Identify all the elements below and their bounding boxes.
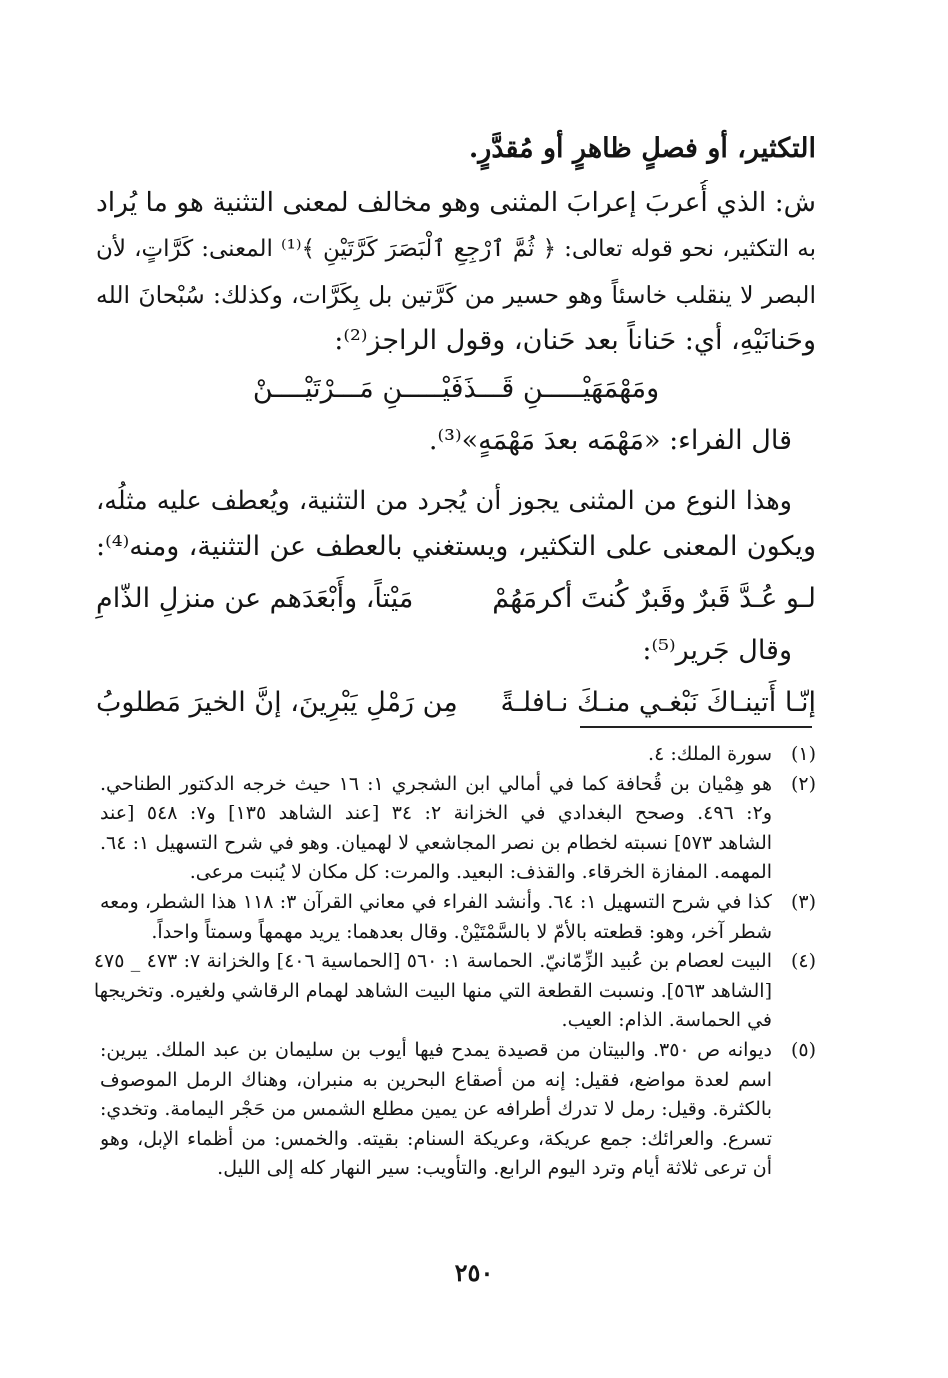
footnote-line: ديوانه ص ٣٥٠. والبيتان من قصيدة يمدح فيها أيوب بن سليمان بن عبد الملك. يبرين: <box>100 1038 772 1061</box>
second-hemistich: مِن رَمْلِ يَبْرِينَ، إنَّ الخيرَ مَطلوبُ <box>96 687 458 718</box>
footnote-line: تسرع. والعرائك: جمع عريكة، وعريكة السنام: بقيته. والخمس: من أظماء الإبل، وهو <box>100 1127 772 1150</box>
footnote-4 <box>93 947 816 1036</box>
footnote-line: في الحماسة. الذام: العيب. <box>561 1009 772 1032</box>
footnote-body <box>100 770 772 888</box>
second-hemistich: مَيْتاً، وأَبْعَدَهم عن منزلِ الذّامِ <box>96 583 414 614</box>
footnote-line: البيت لعصام بن عُبيد الزِّمّانيّ. الحماسة ١: ٥٦٠ [الحماسية ٤٠٦] والخزانة ٧: ٤٧٣ _ ٤٧٥ <box>93 950 772 973</box>
text-line: البصر لا ينقلب خاسئاً وهو حسير من كَرَّتين بل بِكَرَّات، وكذلك: سُبْحانَ الله <box>96 281 816 309</box>
footnote-body <box>100 888 772 947</box>
footnote-2 <box>100 770 816 888</box>
paragraph-explanation <box>96 180 816 364</box>
page-number: ٢٥٠ <box>454 1258 494 1287</box>
section-heading: التكثير، أو فصلٍ ظاهرٍ أو مُقدَّرٍ. <box>468 133 816 164</box>
text-line: ش: الذي أُعربَ إعرابَ المثنى وهو مخالف لمعنى التثنية هو ما يُراد <box>96 187 816 218</box>
footnote-5 <box>100 1036 816 1184</box>
text-line: به التكثير، نحو قوله تعالى: ﴿ ثُمَّ ٱرْجِعِ ٱلْبَصَرَ كَرَّتَيْنِ ﴾⁽¹⁾ المعنى: كَرَّاتٍ، لأن <box>96 236 816 262</box>
text-line: ويكون المعنى على التكثير، ويستغني بالعطف عن التثنية، ومنه⁽⁴⁾: <box>96 531 816 562</box>
footnote-body <box>94 947 772 1036</box>
rajaz-verse: ومَهْمَهَيْـــــنِ قَـــذَفَيْـــــنِ مَـــرْتَيْــــنْ <box>252 373 660 404</box>
text-line: وحَنانَيْهِ، أي: حَناناً بعد حَنان، وقول الراجز⁽²⁾: <box>334 325 816 356</box>
footnote-body <box>100 1036 772 1184</box>
footnote-line: [الشاهد ٥٦٣]. ونسبت القطعة التي منها البيت الشاهد لهمام الرقاشي ولغيره. وتخريجها <box>93 979 772 1002</box>
text-line: وهذا النوع من المثنى يجوز أن يُجرد من التثنية، ويُعطف عليه مثلُه، <box>96 486 792 516</box>
footnote-body <box>100 740 772 770</box>
poem-couplet-1 <box>96 576 816 622</box>
footnote-line: سورة الملك: ٤. <box>648 743 772 765</box>
footnote-line: الشاهد ٥٧٣] نسبته لخطام بن نصر المجاشعي لا لهميان. وهو في شرح التسهيل ١: ٦٤. <box>100 831 772 854</box>
paragraph-dual-type <box>96 478 816 570</box>
footnote-line: شطر آخر، وهو: قطعته بالأمّ لا بالسَّمْتَيْنْ. وقال بعدهما: يريد مهمهاً وسمتاً واحداً. <box>151 920 772 943</box>
footnote-line: المهمه. المفازة الخرقاء. والقذف: البعيد. والمرت: كل مكان لا يُنبت مرعى. <box>189 861 772 884</box>
first-hemistich: لـو عُـدَّ قَبرٌ وقَبرٌ كُنتَ أكرمَهُمْ <box>492 583 816 614</box>
jarir-intro: وقال جَرير⁽⁵⁾: <box>642 635 792 666</box>
main-text <box>96 126 816 732</box>
footnote-number: (٢) <box>790 772 816 795</box>
footnote-1 <box>100 740 816 770</box>
footnote-number: (٤) <box>790 950 816 973</box>
footnote-line: أن ترعى ثلاثة أيام وترد اليوم الرابع. والتأويب: سير النهار كله إلى الليل. <box>217 1157 772 1180</box>
farra-quote: قال الفراء: «مَهْمَه بعدَ مَهْمَهٍ»⁽³⁾. <box>428 425 792 456</box>
footnote-line: كذا في شرح التسهيل ١: ٦٤. وأنشد الفراء في معاني القرآن ٣: ١١٨ هذا الشطر، ومعه <box>100 890 772 913</box>
footnotes <box>93 740 816 1184</box>
paragraph-gap <box>96 464 816 478</box>
footnote-number: (٥) <box>790 1038 816 1061</box>
footnote-3 <box>100 888 816 947</box>
footnote-line: و٢: ٤٩٦. وصحح البغدادي في الخزانة ٢: ٣٤ [عند الشاهد ١٣٥] و٧: ٥٤٨ [عند <box>100 802 772 825</box>
footnote-line: بالكثرة. وقيل: رمل لا تدرك أطرافه عن يمين مطلع الشمس من حَجْر اليمامة. وتخدي: <box>100 1098 772 1121</box>
footnote-line: اسم لعدة مواضع، فقيل: إنه من أصقاع البحرين به منبران، وهناك الرمل الموصوف <box>100 1068 772 1091</box>
first-hemistich: إنّـا أَتينـاكَ نَبْغـي منـكَ نـافلـةً <box>500 687 816 718</box>
footnote-separator <box>580 726 812 728</box>
footnote-number: (٣) <box>790 890 816 913</box>
footnote-line: هو هِمْيان بن قُحافة كما في أمالي ابن الشجري ١: ١٦ حيث خرجه الدكتور الطناحي. <box>100 772 772 795</box>
poem-couplet-2 <box>96 680 816 726</box>
footnote-number: (١) <box>790 743 816 765</box>
